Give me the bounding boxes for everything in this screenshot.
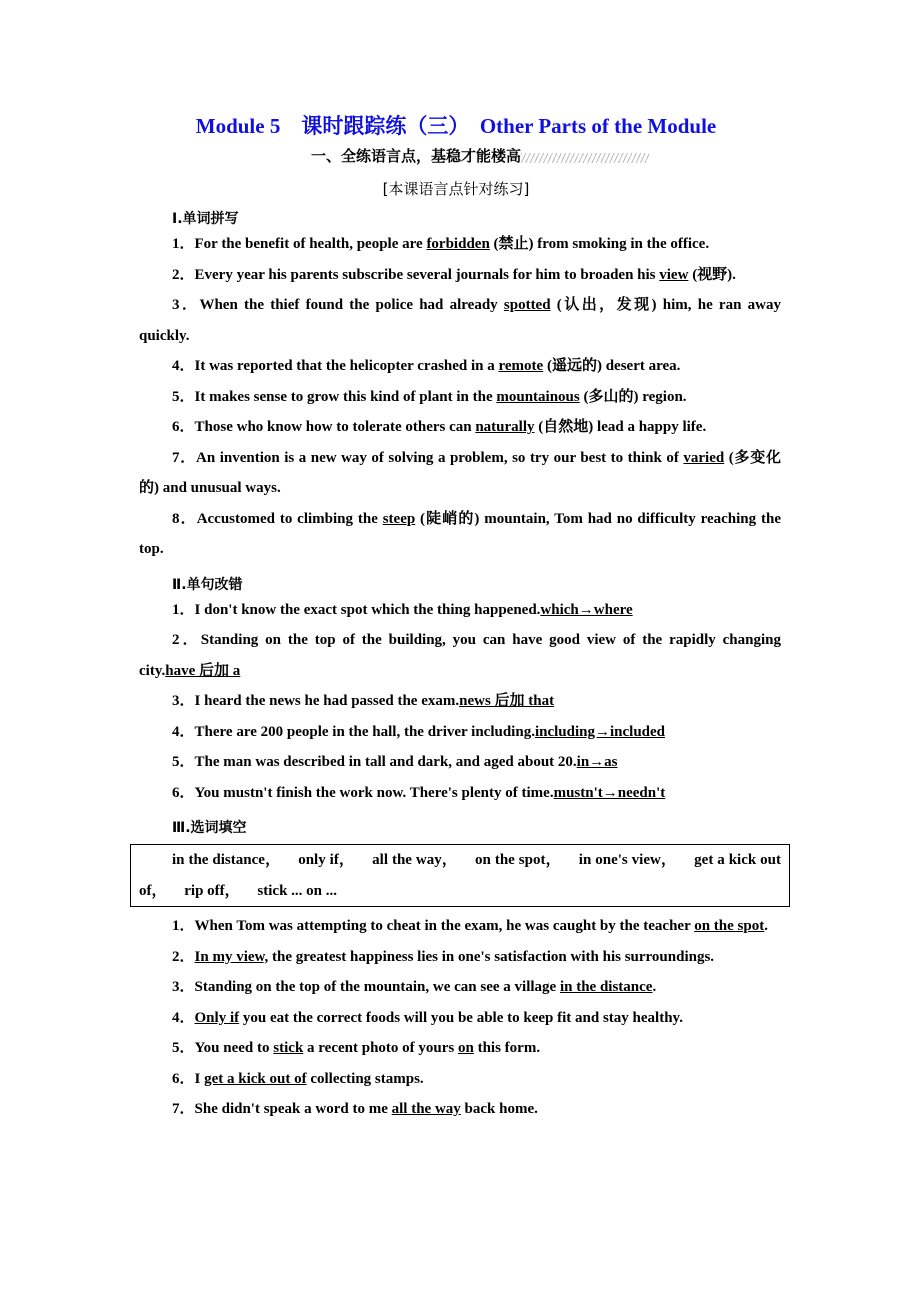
answer-text: in the distance <box>559 979 653 995</box>
word-box-text <box>139 845 781 906</box>
item-number: 1． <box>172 601 195 618</box>
exercise-item <box>139 625 781 686</box>
exercise-item <box>139 972 781 1003</box>
answer-text: including→included <box>534 723 666 740</box>
question-text: It was reported that the helicopter crashed in a <box>194 358 499 374</box>
exercise-item <box>139 443 781 504</box>
answer-text: varied <box>683 449 725 466</box>
answer-text: mountainous <box>496 388 580 405</box>
item-number: 3． <box>172 693 195 709</box>
answer-text: naturally <box>475 419 535 435</box>
item-number: 1． <box>172 236 195 252</box>
answer-text: steep <box>382 510 416 527</box>
exercise-item <box>139 412 781 443</box>
answer-text: view <box>659 266 689 283</box>
question-text: back home. <box>460 1101 538 1117</box>
question-text: For the benefit of health, people are <box>194 236 427 252</box>
word-option: stick ... on ... <box>257 882 338 899</box>
exercise-item <box>139 778 781 809</box>
item-number: 2． <box>172 948 195 965</box>
word-option: get a kick out of， <box>139 852 781 899</box>
word-box <box>130 844 790 907</box>
exercise-item <box>139 260 781 291</box>
answer-text: stick <box>273 1040 304 1056</box>
word-option: all the way， <box>372 852 462 868</box>
question-text: I heard the news he had passed the exam. <box>194 693 460 709</box>
section2-label: Ⅱ.单句改错 <box>172 576 243 593</box>
exercise-item <box>139 686 781 717</box>
word-option: rip off， <box>184 882 244 899</box>
question-text: The man was described in tall and dark, and aged about 20. <box>194 754 577 770</box>
question-text: (认出，发现) him, he ran away quickly. <box>139 297 781 344</box>
question-text: you eat the correct foods will you be able to keep fit and stay healthy. <box>239 1009 683 1026</box>
question-text: the greatest happiness lies in one's satisfaction with his surroundings. <box>268 948 715 965</box>
section-heading-text: 一、全练语言点，基稳才能楼高 <box>310 149 521 165</box>
question-text: It makes sense to grow this kind of plant in the <box>194 388 497 405</box>
word-option: on the spot， <box>475 852 565 868</box>
item-number: 7． <box>172 449 197 466</box>
exercise-item <box>139 290 781 351</box>
section3-label: Ⅲ.选词填空 <box>172 820 247 836</box>
subheading: [本课语言点针对练习] <box>382 180 530 198</box>
question-text: (自然地) lead a happy life. <box>534 419 707 435</box>
exercise-item <box>139 1003 781 1034</box>
page-title: Module 5 课时跟踪练（三） Other Parts of the Module <box>195 114 717 138</box>
answer-text: on the spot <box>694 918 765 934</box>
item-number: 1． <box>172 918 195 934</box>
question-text: (陡峭的) mountain, Tom had no difficulty reaching the top. <box>139 510 781 557</box>
answer-text: have 后加 a <box>165 662 241 679</box>
hatch-decoration <box>521 153 649 163</box>
word-option: only if， <box>298 852 359 868</box>
answer-text: remote <box>498 358 544 374</box>
item-number: 4． <box>172 358 195 374</box>
question-text: (多变化的) and unusual ways. <box>139 449 781 496</box>
item-number: 4． <box>172 723 195 740</box>
answer-text: on <box>458 1040 474 1056</box>
answer-text: news 后加 that <box>459 693 555 709</box>
question-text: I <box>194 1070 205 1087</box>
exercise-item <box>139 911 781 942</box>
item-number: 2． <box>172 266 195 283</box>
section2-items <box>139 595 781 809</box>
exercise-item <box>139 1033 781 1064</box>
item-number: 3． <box>172 297 200 313</box>
section1-label: Ⅰ.单词拼写 <box>172 211 239 227</box>
item-number: 4． <box>172 1009 195 1026</box>
word-option: in one's view， <box>578 852 681 868</box>
exercise-item <box>139 1064 781 1095</box>
question-text: (禁止) from smoking in the office. <box>489 236 710 252</box>
exercise-item <box>139 717 781 748</box>
answer-text: In my view, <box>194 948 269 965</box>
item-number: 7． <box>172 1101 195 1117</box>
exercise-item <box>139 229 781 260</box>
exercise-item <box>139 747 781 778</box>
item-number: 6． <box>172 784 195 801</box>
section1-items <box>139 229 781 565</box>
exercise-item <box>139 595 781 626</box>
answer-text: get a kick out of <box>204 1070 307 1087</box>
question-text: Standing on the top of the building, you can have good view of the rapidly changing city. <box>139 632 781 679</box>
item-number: 3． <box>172 979 195 995</box>
item-number: 5． <box>172 1040 195 1056</box>
question-text: I don't know the exact spot which the thing happened. <box>194 601 541 618</box>
answer-text: all the way <box>391 1101 461 1117</box>
section-heading <box>179 147 781 167</box>
question-text: You need to <box>194 1040 274 1056</box>
question-text: Those who know how to tolerate others can <box>194 419 476 435</box>
question-text: Standing on the top of the mountain, we can see a village <box>194 979 560 995</box>
question-text: When the thief found the police had already <box>199 297 504 313</box>
question-text: Every year his parents subscribe several journals for him to broaden his <box>194 266 660 283</box>
question-text: (视野). <box>688 266 736 283</box>
answer-text: forbidden <box>426 236 490 252</box>
question-text: this form. <box>473 1040 541 1056</box>
word-option: in the distance， <box>172 852 285 868</box>
item-number: 6． <box>172 419 195 435</box>
question-text: (遥远的) desert area. <box>543 358 681 374</box>
item-number: 5． <box>172 754 195 770</box>
question-text: An invention is a new way of solving a problem, so try our best to think of <box>196 449 684 466</box>
question-text: There are 200 people in the hall, the driver including. <box>194 723 535 740</box>
question-text: She didn't speak a word to me <box>194 1101 392 1117</box>
question-text: You mustn't finish the work now. There's plenty of time. <box>194 784 554 801</box>
item-number: 2． <box>172 632 201 648</box>
question-text: . <box>652 979 657 995</box>
exercise-item <box>139 1094 781 1125</box>
answer-text: Only if <box>194 1009 240 1026</box>
exercise-item <box>139 351 781 382</box>
question-text: a recent photo of yours <box>303 1040 458 1056</box>
exercise-item <box>139 942 781 973</box>
question-text: collecting stamps. <box>306 1070 424 1087</box>
question-text: Accustomed to climbing the <box>196 510 383 527</box>
section3-items <box>139 911 781 1125</box>
answer-text: spotted <box>503 297 551 313</box>
item-number: 6． <box>172 1070 195 1087</box>
answer-text: mustn't→needn't <box>553 784 666 801</box>
answer-text: which→where <box>540 601 633 618</box>
exercise-item <box>139 504 781 565</box>
question-text: (多山的) region. <box>579 388 687 405</box>
document-page <box>139 111 781 1125</box>
answer-text: in→as <box>576 754 618 770</box>
item-number: 8． <box>172 510 197 527</box>
exercise-item <box>139 382 781 413</box>
question-text: . <box>764 918 768 934</box>
question-text: When Tom was attempting to cheat in the exam, he was caught by the teacher <box>194 918 695 934</box>
item-number: 5． <box>172 388 195 405</box>
